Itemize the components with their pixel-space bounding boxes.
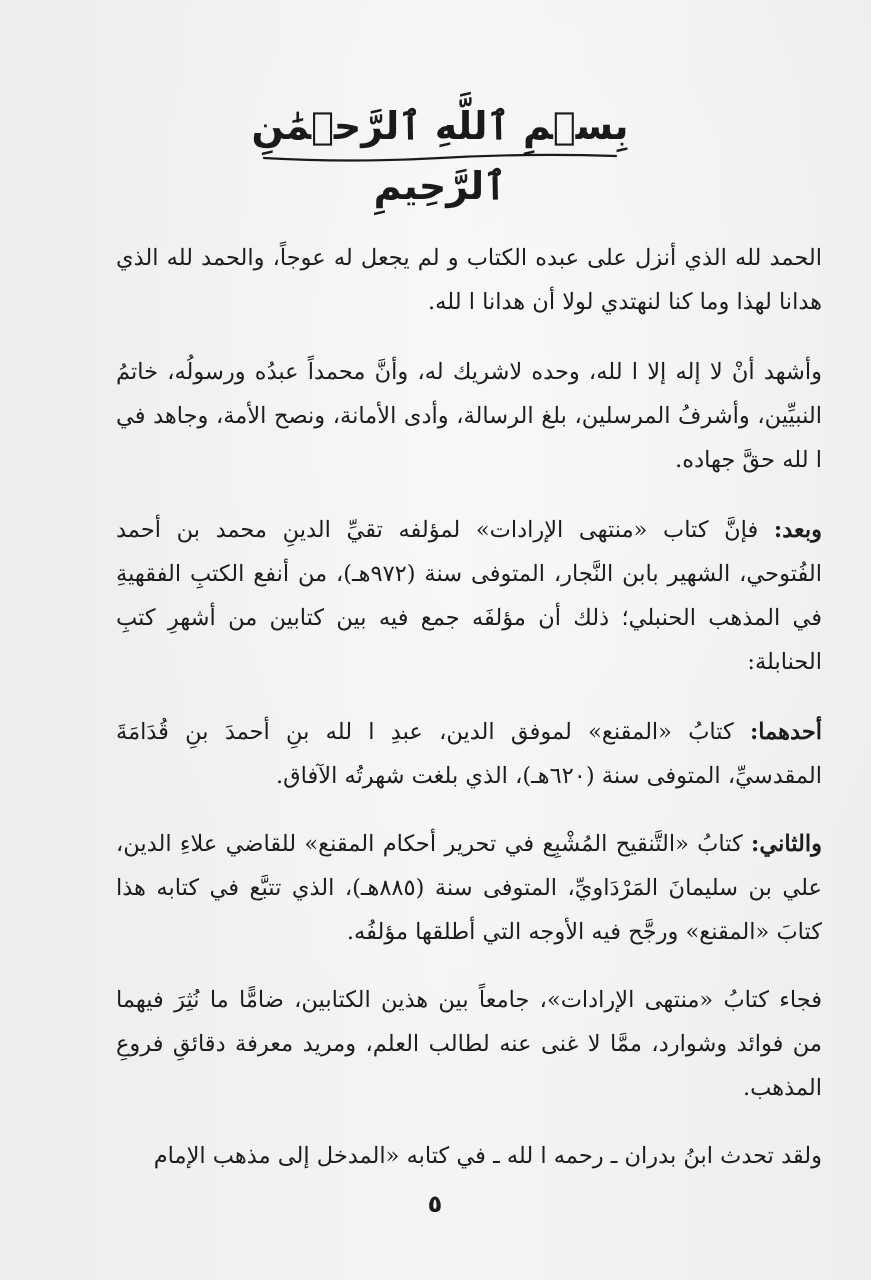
paragraph-text: فجاء كتابُ «منتهى الإرادات»، جامعاً بين هذين الكتابين، ضامًّا ما نُثِرَ فيهما من فوائد وشوارد، ممَّا لا غنى عنه لطالب العلم، ومريد معرفة دقائقِ فروعِ المذهب. [116,987,822,1101]
paragraph-text: وأشهد أنْ لا إله إلا ا لله، وحده لاشريك له، وأنَّ محمداً عبدُه ورسولُه، خاتمُ النبيِّين، وأشرفُ المرسلين، بلغ الرسالة، وأدى الأمانة، ونصح الأمة، وجاهد في ا لله حقَّ جهاده. [116,359,822,473]
paragraph-text: ولقد تحدث ابنُ بدران ـ رحمه ا لله ـ في كتابه «المدخل إلى مذهب الإمام [153,1143,822,1169]
paragraph-text: الحمد لله الذي أنزل على عبده الكتاب و لم يجعل له عوجاً، والحمد لله الذي هدانا لهذا وما كنا لنهتدي لولا أن هدانا ا لله. [116,245,822,315]
basmala-text: بِسۡمِ ٱللَّهِ ٱلرَّحۡمَٰنِ ٱلرَّحِيمِ [251,104,629,208]
paragraph-muntaha [116,978,822,1110]
paragraph-text: كتابُ «التَّنقيح المُشْبِع في تحرير أحكام المقنع» للقاضي علاءِ الدين، علي بن سليمانَ المَرْدَاويِّ، المتوفى سنة (٨٨٥هـ)، الذي تتبَّع في كتابه هذا كتابَ «المقنع» ورجَّح فيه الأوجه التي أطلقها مؤلفُه. [116,831,822,945]
paragraph-second-book [116,822,822,954]
basmala-swash-ornament [260,150,620,164]
paragraph-body [116,822,822,954]
paragraph-first-book [116,710,822,798]
paragraph-lead: أحدهما: [749,719,822,745]
paragraph-introduction [116,508,822,684]
paragraph-body [116,710,822,798]
paragraph-shahada [116,350,822,482]
paragraph-text: كتابُ «المقنع» لموفق الدين، عبدِ ا لله بنِ أحمدَ بنِ قُدَامَةَ المقدسيِّ، المتوفى سنة (٦٢٠هـ)، الذي بلغت شهرتُه الآفاق. [116,719,822,789]
paragraph-lead: والثاني: [751,831,822,857]
page-number: ٥ [427,1190,443,1218]
paragraph-hamd [116,236,822,324]
paragraph-ibn-badran [116,1134,822,1178]
basmala-heading [250,96,630,208]
paragraph-body [116,508,822,684]
paragraph-lead: وبعد: [773,517,822,543]
paragraph-text: فإنَّ كتاب «منتهى الإرادات» لمؤلفه تقيِّ الدينِ محمد بن أحمد الفُتوحي، الشهير بابن النَّجار، المتوفى سنة (٩٧٢هـ)، من أنفع الكتبِ الفقهيةِ في المذهب الحنبلي؛ ذلك أن مؤلفَه جمع فيه بين كتابين من أشهرِ كتبِ الحنابلة: [116,517,822,675]
